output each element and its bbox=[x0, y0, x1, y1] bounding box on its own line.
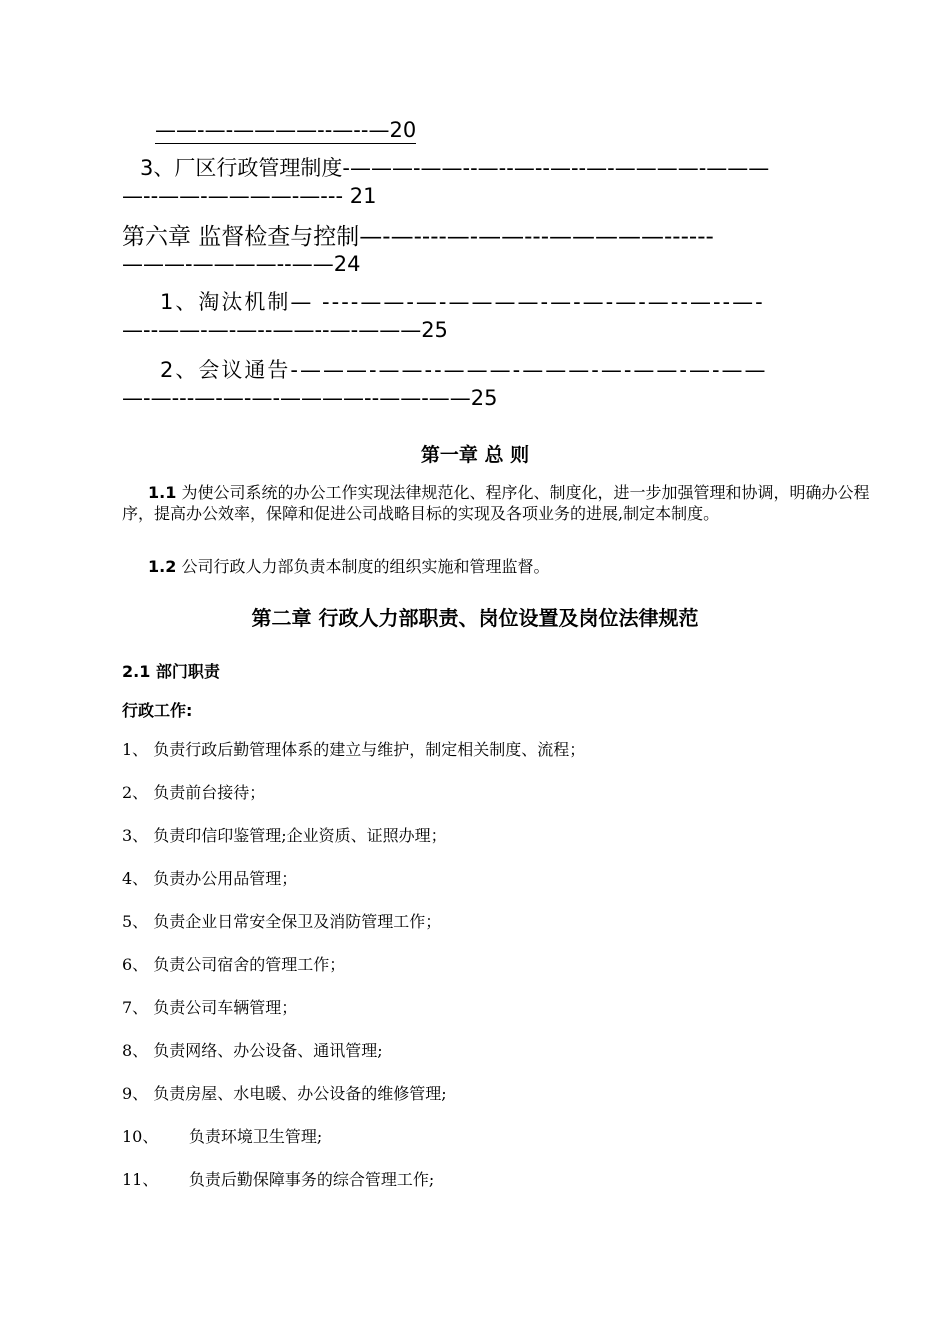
paragraph-1-2 bbox=[122, 556, 886, 577]
toc-chapter-6-cont: ———-————--——24 bbox=[122, 252, 361, 276]
list-item: 8、 负责网络、办公设备、通讯管理; bbox=[122, 1041, 383, 1060]
chapter-2-title: 第二章 行政人力部职责、岗位设置及岗位法律规范 bbox=[251, 606, 699, 630]
list-item: 4、 负责办公用品管理； bbox=[122, 869, 298, 888]
section-title: 2.1 部门职责 bbox=[122, 662, 220, 681]
toc-item-2-cont: —-—---—-—-—-————--——-——25 bbox=[122, 386, 498, 410]
list-item: 6、 负责公司宿舍的管理工作； bbox=[122, 955, 346, 974]
toc-item-2: 2、会议通告-———-——--———-———-—-——-—-—— bbox=[160, 358, 768, 382]
toc-entry-3: 3、厂区行政管理制度-———-——--—--—--—--—-————-——— bbox=[140, 156, 770, 180]
paragraph-text: 公司行政人力部负责本制度的组织实施和管理监督。 bbox=[181, 557, 550, 576]
chapter-1-title: 第一章 总 则 bbox=[420, 444, 530, 466]
toc-entry-3-cont: —--——-————-—--- 21 bbox=[122, 184, 377, 208]
list-item: 10、 负责环境卫生管理; bbox=[122, 1127, 323, 1146]
toc-item-1: 1、淘汰机制— ----——-—-————-—-—-—-—--—--—- bbox=[160, 290, 765, 314]
list-item: 3、 负责印信印鉴管理;企业资质、证照办理； bbox=[122, 826, 447, 845]
list-item: 2、 负责前台接待； bbox=[122, 783, 266, 802]
toc-line bbox=[155, 118, 416, 142]
toc-chapter-6: 第六章 监督检查与控制—-—----—-——---—————------ bbox=[122, 224, 714, 250]
list-item: 7、 负责公司车辆管理； bbox=[122, 998, 298, 1017]
toc-item-1-cont: —--——-—-—--——--—-———25 bbox=[122, 318, 448, 342]
paragraph-number: 1.2 bbox=[148, 557, 177, 576]
subsection-title: 行政工作: bbox=[122, 701, 193, 720]
toc-line-text: ——-—-————--—--—20 bbox=[155, 118, 417, 142]
paragraph-text: 为使公司系统的办公工作实现法律规范化、程序化、制度化，进一步加强管理和协调，明确办公程序，提高办公效率，保障和促进公司战略目标的实现及各项业务的进展,制定本制度。 bbox=[122, 483, 870, 523]
list-item: 11、 负责后勤保障事务的综合管理工作; bbox=[122, 1170, 435, 1189]
paragraph-number: 1.1 bbox=[148, 483, 177, 502]
list-item: 1、 负责行政后勤管理体系的建立与维护，制定相关制度、流程； bbox=[122, 740, 586, 759]
list-item: 5、 负责企业日常安全保卫及消防管理工作； bbox=[122, 912, 442, 931]
list-item: 9、 负责房屋、水电暖、办公设备的维修管理; bbox=[122, 1084, 447, 1103]
paragraph-1-1 bbox=[122, 482, 886, 524]
